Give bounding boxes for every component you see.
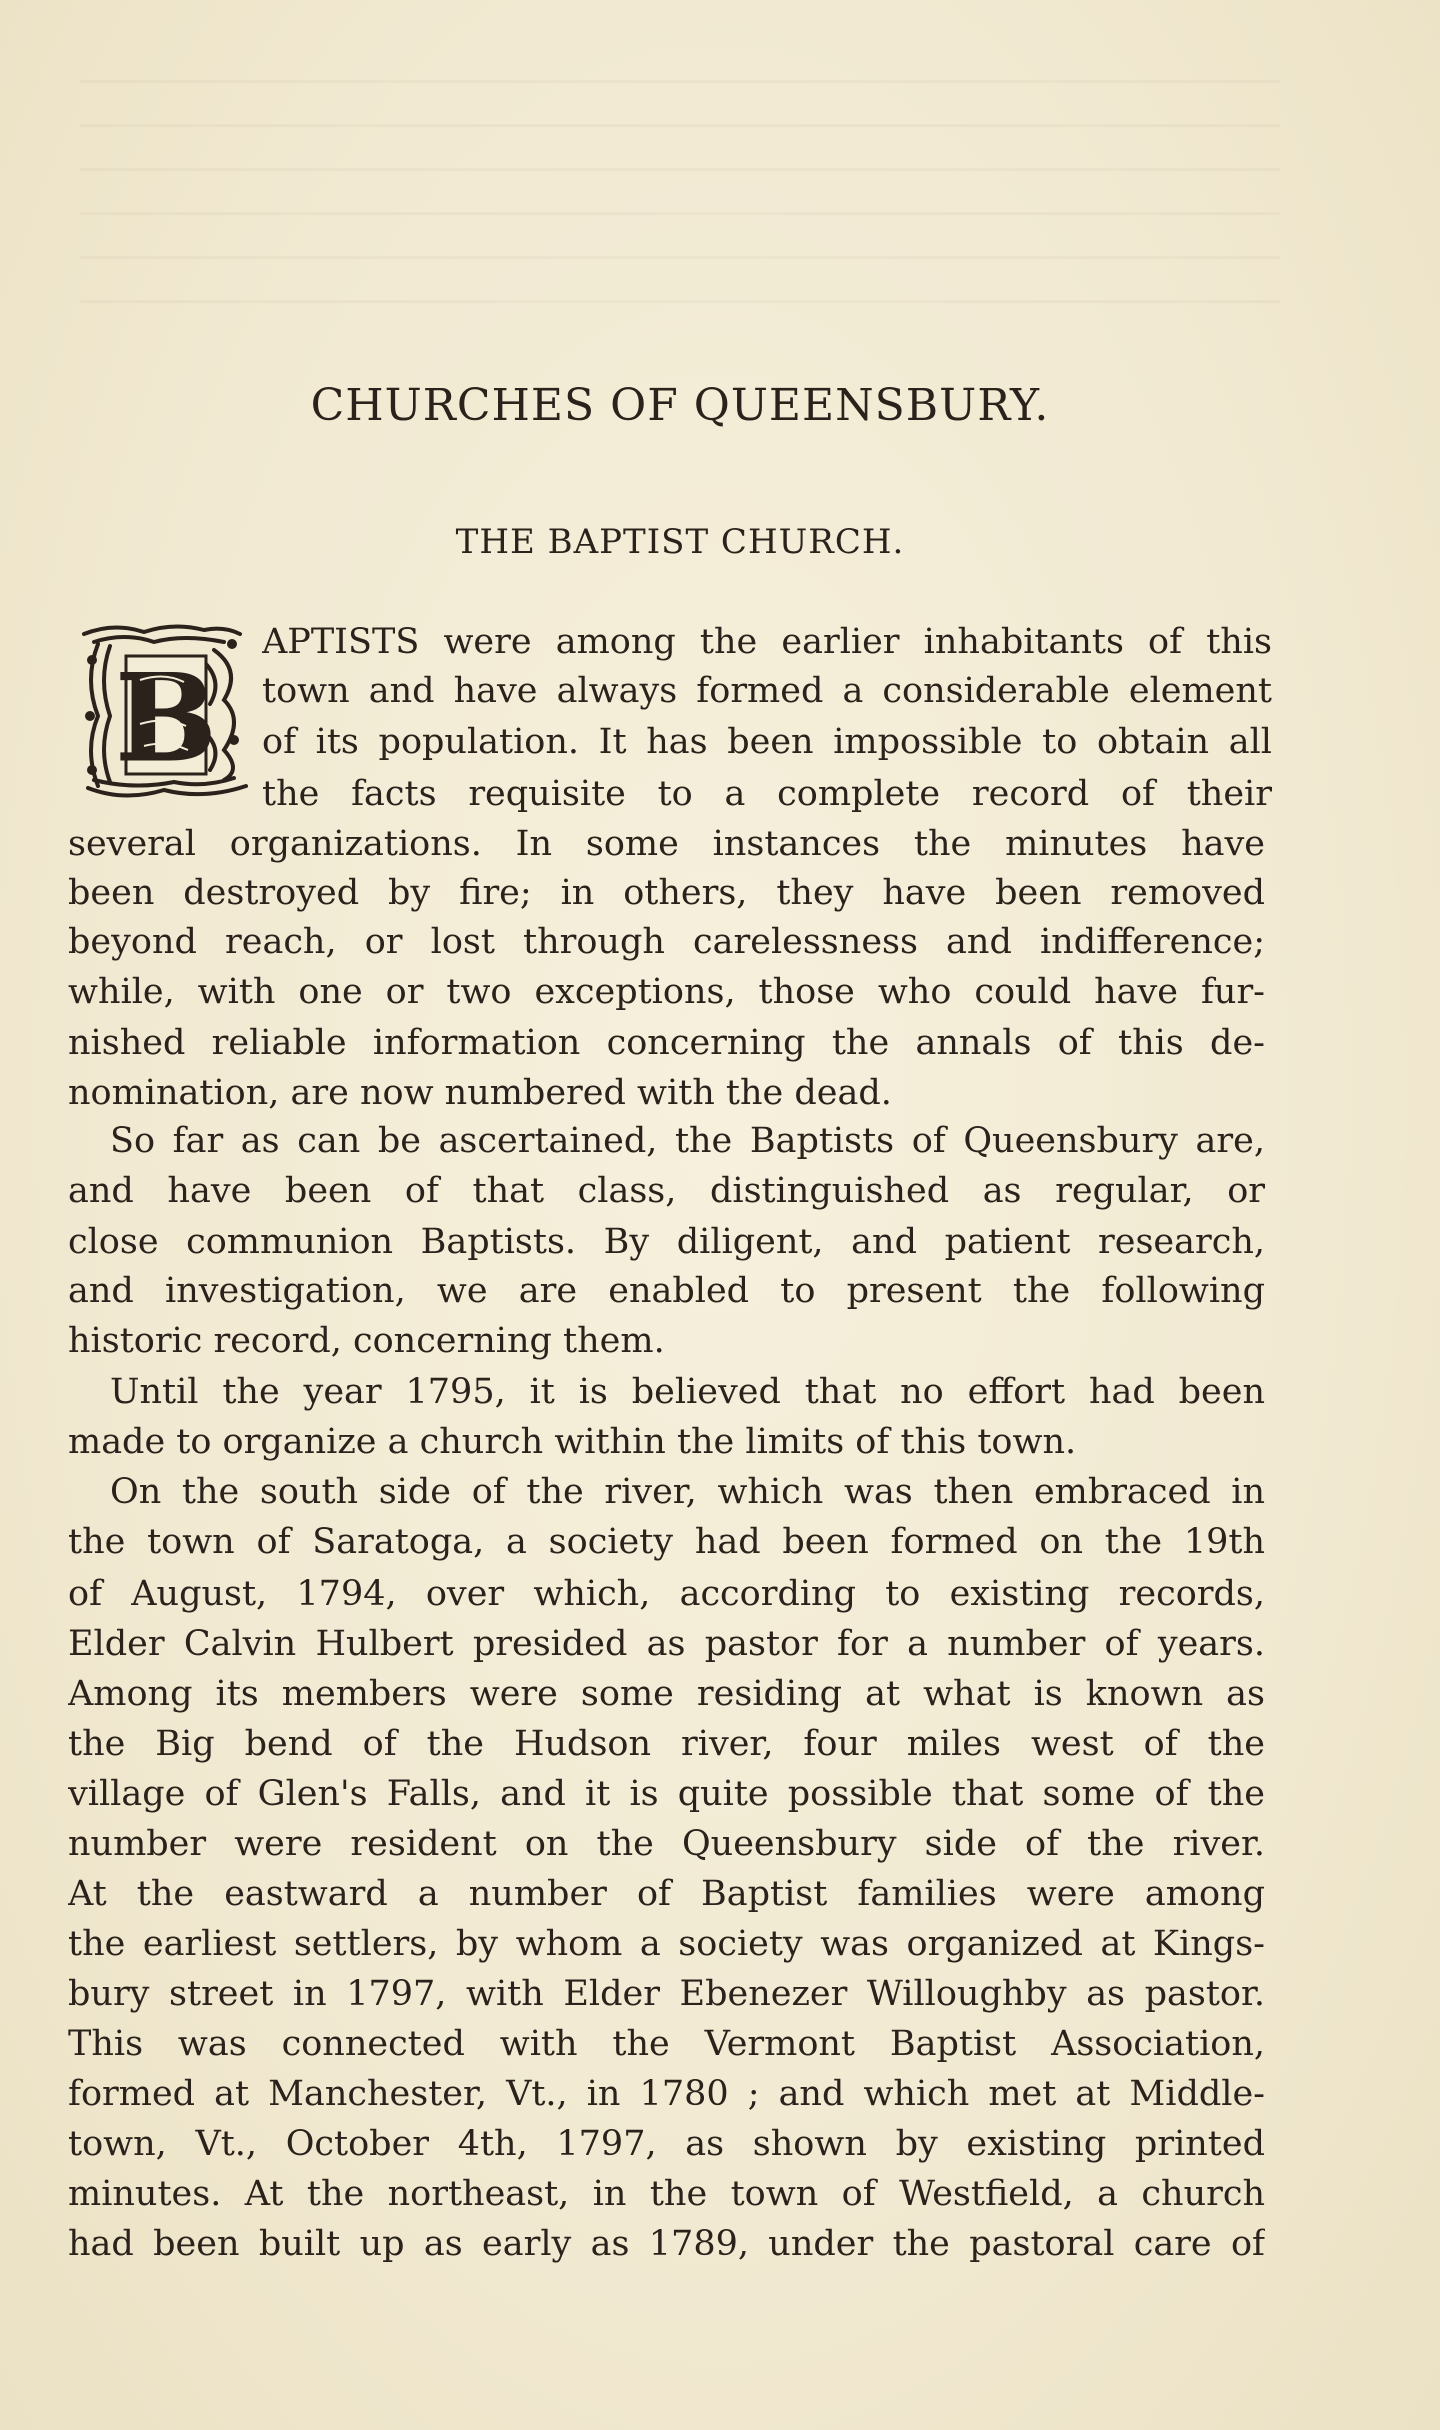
text-line: the town of Saratoga, a society had been formed on the 19th	[68, 1522, 1265, 1562]
text-line: APTISTS were among the earlier inhabitants of this	[262, 622, 1272, 662]
text-line: Until the year 1795, it is believed that no effort had been	[110, 1372, 1265, 1412]
text-line: several organizations. In some instances the minutes have	[68, 824, 1265, 864]
text-line: made to organize a church within the limits of this town.	[68, 1422, 1077, 1462]
text-line: been destroyed by fire; in others, they have been removed	[68, 873, 1265, 913]
text-line: and investigation, we are enabled to present the following	[68, 1271, 1265, 1311]
text-line: formed at Manchester, Vt., in 1780 ; and which met at Middle-	[68, 2074, 1265, 2114]
page-title: CHURCHES OF QUEENSBURY.	[310, 380, 1050, 431]
text-line: historic record, concerning them.	[68, 1321, 665, 1361]
ornamental-drop-cap-b	[74, 620, 250, 806]
text-line: of its population. It has been impossible to obtain all	[262, 722, 1272, 762]
text-line: This was connected with the Vermont Baptist Association,	[68, 2024, 1265, 2064]
text-line: the Big bend of the Hudson river, four miles west of the	[68, 1724, 1265, 1764]
text-line: town and have always formed a considerable element	[262, 671, 1272, 711]
text-line: of August, 1794, over which, according to existing records,	[68, 1574, 1265, 1614]
text-line: village of Glen's Falls, and it is quite possible that some of the	[68, 1774, 1265, 1814]
text-line: had been built up as early as 1789, under the pastoral care of	[68, 2224, 1265, 2264]
text-line: Among its members were some residing at what is known as	[68, 1674, 1265, 1714]
text-line: On the south side of the river, which was then embraced in	[110, 1472, 1265, 1512]
text-line: Elder Calvin Hulbert presided as pastor for a number of years.	[68, 1624, 1265, 1664]
text-line: the facts requisite to a complete record of their	[262, 774, 1272, 814]
text-line: beyond reach, or lost through carelessness and indifference;	[68, 922, 1265, 962]
text-line: and have been of that class, distinguished as regular, or	[68, 1171, 1265, 1211]
text-line: minutes. At the northeast, in the town of Westfield, a church	[68, 2174, 1265, 2214]
text-line: while, with one or two exceptions, those who could have fur-	[68, 972, 1265, 1012]
drop-cap-letter: B	[115, 648, 217, 789]
show-through-text	[80, 80, 1280, 340]
text-line: So far as can be ascertained, the Baptists of Queensbury are,	[110, 1121, 1265, 1161]
text-line: close communion Baptists. By diligent, and patient research,	[68, 1222, 1265, 1262]
section-heading: THE BAPTIST CHURCH.	[455, 522, 905, 562]
text-line: town, Vt., October 4th, 1797, as shown by existing printed	[68, 2124, 1265, 2164]
text-line: the earliest settlers, by whom a society was organized at Kings-	[68, 1924, 1265, 1964]
text-line: bury street in 1797, with Elder Ebenezer Willoughby as pastor.	[68, 1974, 1265, 2014]
text-line: nished reliable information concerning the annals of this de-	[68, 1023, 1265, 1063]
text-line: nomination, are now numbered with the dead.	[68, 1073, 892, 1113]
text-line: At the eastward a number of Baptist families were among	[68, 1874, 1265, 1914]
text-line: number were resident on the Queensbury side of the river.	[68, 1824, 1265, 1864]
